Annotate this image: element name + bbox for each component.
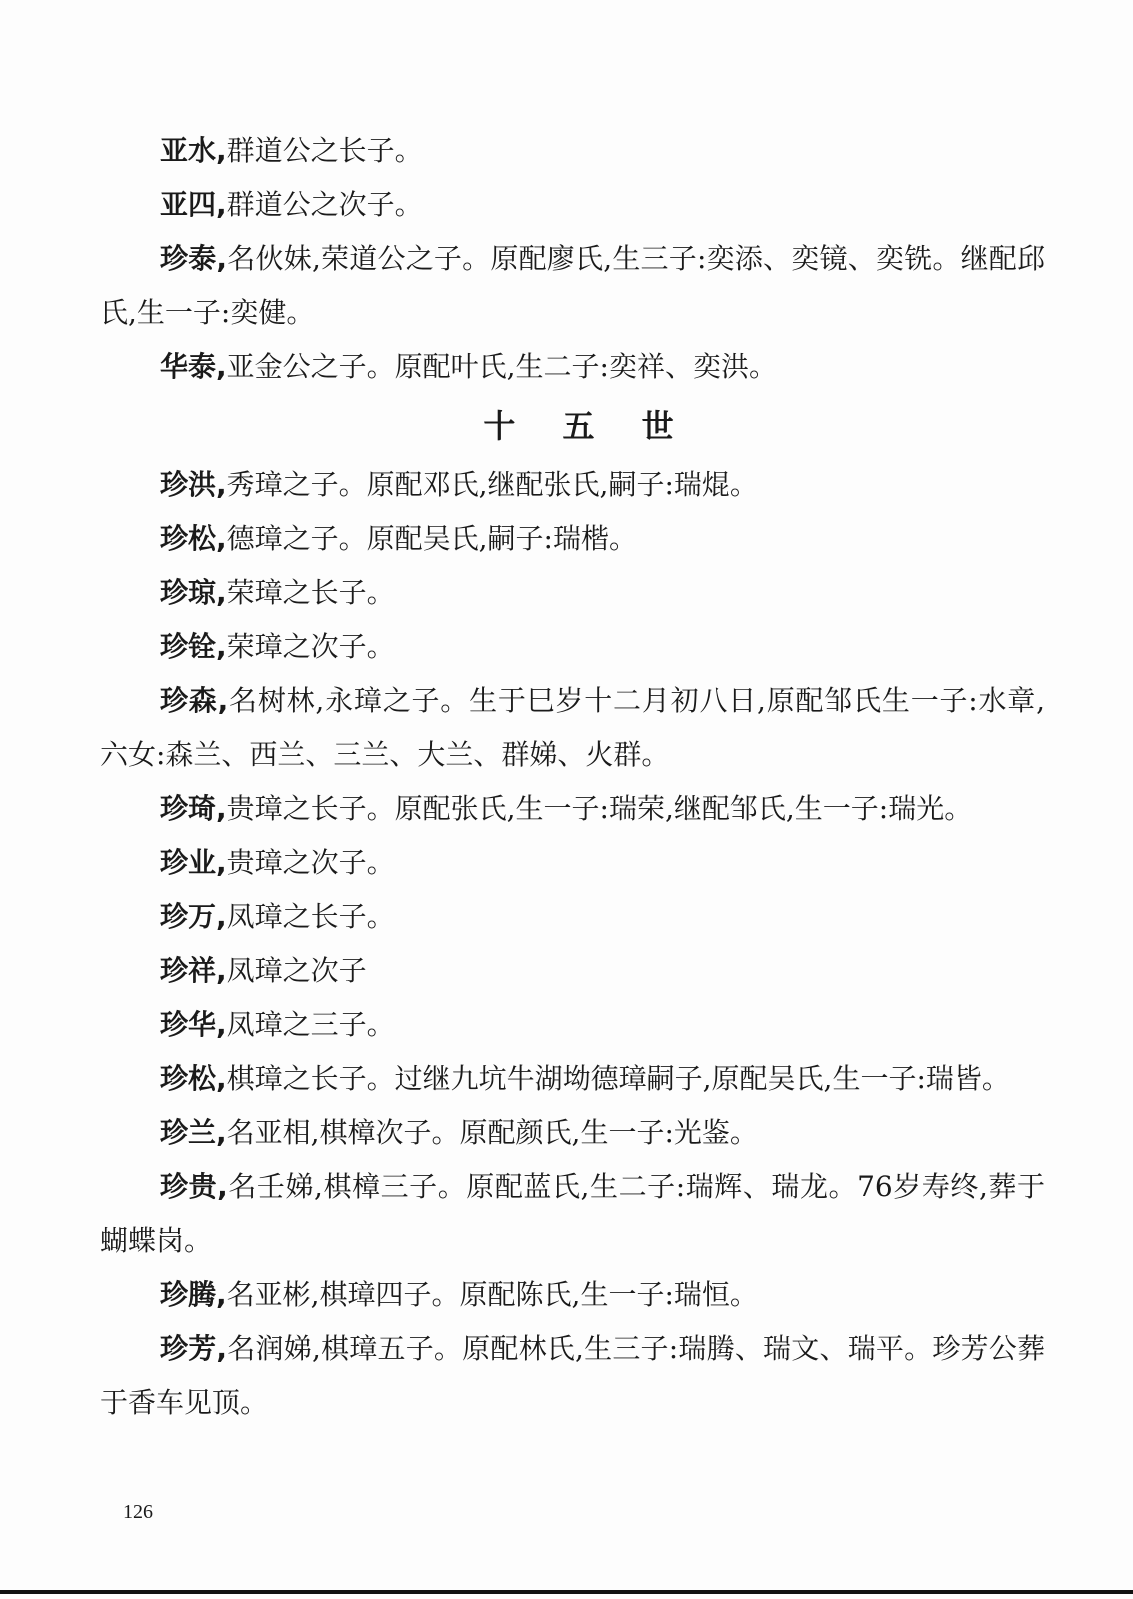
entry-text: 德璋之子。原配吴氏,嗣子:瑞楷。 — [226, 522, 637, 555]
genealogy-entry — [100, 944, 1045, 998]
genealogy-entry — [100, 1268, 1045, 1322]
entry-text: 贵璋之次子。 — [226, 846, 395, 879]
genealogy-entry — [100, 998, 1045, 1052]
entry-name: 珍森, — [160, 684, 229, 717]
entry-text: 群道公之次子。 — [226, 188, 423, 221]
entry-text: 名润娣,棋璋五子。原配林氏,生三子:瑞腾、瑞文、瑞平。珍芳公葬于香车见顶。 — [100, 1332, 1045, 1419]
genealogy-entry — [100, 836, 1045, 890]
genealogy-entry — [100, 512, 1045, 566]
genealogy-entry — [100, 124, 1045, 178]
entry-text: 名亚相,棋樟次子。原配颜氏,生一子:光鉴。 — [226, 1116, 758, 1149]
section-title: 十 五 世 — [483, 407, 692, 445]
genealogy-entry — [100, 890, 1045, 944]
entry-text: 秀璋之子。原配邓氏,继配张氏,嗣子:瑞焜。 — [226, 468, 758, 501]
genealogy-entry — [100, 1052, 1045, 1106]
entry-name: 珍琦, — [160, 792, 227, 825]
genealogy-entry — [100, 178, 1045, 232]
entry-text: 荣璋之长子。 — [226, 576, 395, 609]
entry-text: 凤璋之三子。 — [226, 1008, 395, 1041]
genealogy-entry — [100, 674, 1045, 782]
genealogy-entry — [100, 1106, 1045, 1160]
entry-text: 名壬娣,棋樟三子。原配蓝氏,生二子:瑞辉、瑞龙。76岁寿终,葬于蝴蝶岗。 — [100, 1170, 1045, 1257]
entry-name: 珍松, — [160, 1062, 227, 1095]
entry-name: 珍业, — [160, 846, 227, 879]
entry-text: 亚金公之子。原配叶氏,生二子:奕祥、奕洪。 — [226, 350, 777, 383]
page-number: 126 — [123, 1501, 153, 1523]
genealogy-entry — [100, 232, 1045, 340]
entry-name: 珍兰, — [160, 1116, 227, 1149]
genealogy-entry — [100, 340, 1045, 394]
bottom-border — [0, 1590, 1133, 1594]
entry-name: 珍泰, — [160, 242, 228, 275]
entry-text: 荣璋之次子。 — [226, 630, 395, 663]
page-content — [100, 124, 1045, 1430]
entry-name: 珍华, — [160, 1008, 227, 1041]
entry-name: 珍万, — [160, 900, 227, 933]
entry-text: 棋璋之长子。过继九坑牛湖坳德璋嗣子,原配吴氏,生一子:瑞皆。 — [226, 1062, 1010, 1095]
entry-name: 珍腾, — [160, 1278, 227, 1311]
genealogy-entry — [100, 458, 1045, 512]
entry-text: 名伙妹,荣道公之子。原配廖氏,生三子:奕添、奕镜、奕铣。继配邱氏,生一子:奕健。 — [100, 242, 1045, 329]
entry-name: 亚水, — [160, 134, 227, 167]
entry-name: 珍贵, — [160, 1170, 228, 1203]
entry-text: 凤璋之长子。 — [226, 900, 395, 933]
entry-name: 珍祥, — [160, 954, 227, 987]
entry-name: 珍琼, — [160, 576, 227, 609]
entry-text: 名树林,永璋之子。生于巳岁十二月初八日,原配邹氏生一子:水章,六女:森兰、西兰、三兰、大兰、群娣、火群。 — [100, 684, 1046, 771]
entry-name: 华泰, — [160, 350, 227, 383]
genealogy-entry — [100, 1322, 1045, 1430]
entry-name: 珍松, — [160, 522, 227, 555]
genealogy-entry — [100, 782, 1045, 836]
entry-name: 亚四, — [160, 188, 227, 221]
genealogy-entry — [100, 566, 1045, 620]
entry-name: 珍铨, — [160, 630, 227, 663]
entry-text: 贵璋之长子。原配张氏,生一子:瑞荣,继配邹氏,生一子:瑞光。 — [226, 792, 973, 825]
entry-text: 名亚彬,棋璋四子。原配陈氏,生一子:瑞恒。 — [226, 1278, 758, 1311]
genealogy-entry — [100, 1160, 1045, 1268]
entry-text: 群道公之长子。 — [226, 134, 423, 167]
genealogy-entry — [100, 620, 1045, 674]
entry-name: 珍洪, — [160, 468, 227, 501]
entry-name: 珍芳, — [160, 1332, 228, 1365]
entry-text: 凤璋之次子 — [226, 954, 367, 987]
